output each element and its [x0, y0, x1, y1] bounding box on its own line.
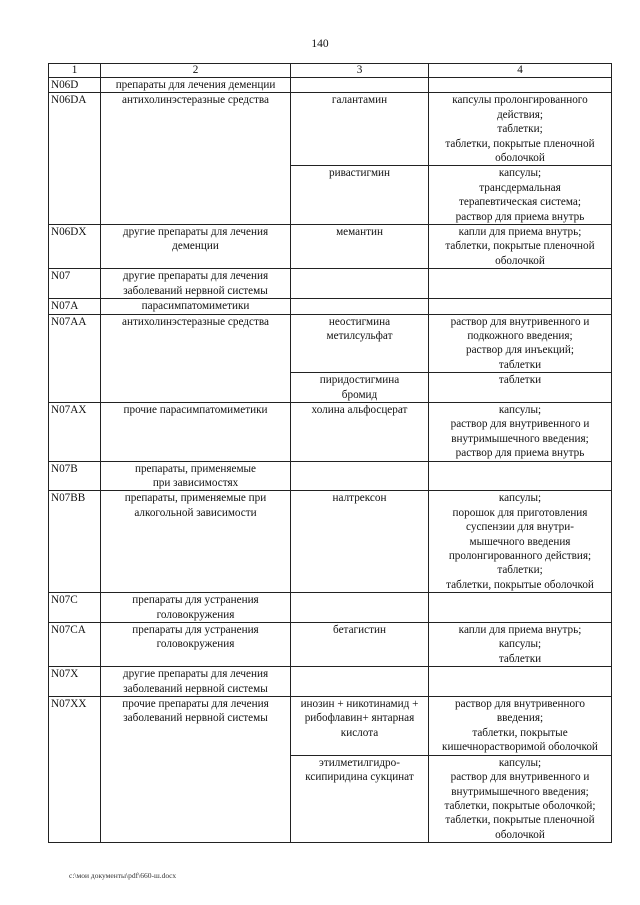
header-cell-3: 3: [291, 64, 429, 78]
file-path: c:\мои документы\pdf\660-ш.docx: [69, 871, 177, 880]
group-name-cell: препараты для устранения головокружения: [101, 593, 291, 623]
atc-code-cell: N06DA: [49, 93, 101, 225]
atc-code-cell: N06D: [49, 78, 101, 93]
table-row: [49, 93, 612, 166]
table-row: [49, 299, 612, 314]
drug-name-cell: [291, 78, 429, 93]
atc-code-cell: N07XX: [49, 697, 101, 843]
group-name-cell: прочие препараты для лечения заболеваний нервной системы: [101, 697, 291, 843]
drug-name-cell: инозин + никотинамид + рибофлавин+ янтарная кислота: [291, 697, 429, 756]
table-row: [49, 461, 612, 491]
group-name-cell: другие препараты для лечения заболеваний нервной системы: [101, 269, 291, 299]
table-header-row: [49, 64, 612, 78]
dosage-form-cell: таблетки: [429, 373, 612, 403]
drug-name-cell: этилметилгидро- ксипиридина сукцинат: [291, 755, 429, 842]
header-cell-2: 2: [101, 64, 291, 78]
table-row: [49, 593, 612, 623]
page-number: 140: [311, 38, 329, 50]
table-row: [49, 225, 612, 269]
group-name-cell: препараты для лечения деменции: [101, 78, 291, 93]
group-name-cell: прочие парасимпатомиметики: [101, 402, 291, 461]
atc-code-cell: N07AX: [49, 402, 101, 461]
dosage-form-cell: [429, 593, 612, 623]
drug-name-cell: [291, 667, 429, 697]
dosage-form-cell: капсулы; раствор для внутривенного и внутримышечного введения; таблетки, покрытые оболочкой; таблетки, покрытые пленочной оболочкой: [429, 755, 612, 842]
group-name-cell: препараты, применяемые при зависимостях: [101, 461, 291, 491]
dosage-form-cell: капсулы пролонгированного действия; таблетки; таблетки, покрытые пленочной оболочкой: [429, 93, 612, 166]
drug-name-cell: [291, 593, 429, 623]
drug-name-cell: [291, 461, 429, 491]
drug-name-cell: налтрексон: [291, 491, 429, 593]
dosage-form-cell: [429, 78, 612, 93]
table-row: [49, 667, 612, 697]
group-name-cell: антихолинэстеразные средства: [101, 93, 291, 225]
dosage-form-cell: капсулы; раствор для внутривенного и внутримышечного введения; раствор для приема внутрь: [429, 402, 612, 461]
table-row: [49, 697, 612, 756]
dosage-form-cell: [429, 461, 612, 491]
atc-code-cell: N07A: [49, 299, 101, 314]
drug-name-cell: пиридостигмина бромид: [291, 373, 429, 403]
dosage-form-cell: раствор для внутривенного и подкожного введения; раствор для инъекций; таблетки: [429, 314, 612, 373]
drug-name-cell: неостигмина метилсульфат: [291, 314, 429, 373]
drug-name-cell: галантамин: [291, 93, 429, 166]
dosage-form-cell: капли для приема внутрь; таблетки, покрытые пленочной оболочкой: [429, 225, 612, 269]
atc-code-cell: N07C: [49, 593, 101, 623]
header-cell-4: 4: [429, 64, 612, 78]
drug-name-cell: холина альфосцерат: [291, 402, 429, 461]
atc-code-cell: N06DX: [49, 225, 101, 269]
dosage-form-cell: капли для приема внутрь; капсулы; таблетки: [429, 623, 612, 667]
drug-name-cell: ривастигмин: [291, 166, 429, 225]
drug-name-cell: бетагистин: [291, 623, 429, 667]
table-row: [49, 402, 612, 461]
drug-name-cell: [291, 299, 429, 314]
header-cell-1: 1: [49, 64, 101, 78]
drug-name-cell: мемантин: [291, 225, 429, 269]
table-row: [49, 269, 612, 299]
dosage-form-cell: раствор для внутривенного введения; таблетки, покрытые кишечнорастворимой оболочкой: [429, 697, 612, 756]
atc-code-cell: N07: [49, 269, 101, 299]
dosage-form-cell: [429, 667, 612, 697]
dosage-form-cell: капсулы; трансдермальная терапевтическая система; раствор для приема внутрь: [429, 166, 612, 225]
atc-code-cell: N07BB: [49, 491, 101, 593]
drug-table: [48, 63, 612, 843]
dosage-form-cell: капсулы; порошок для приготовления суспензии для внутри- мышечного введения пролонгированного действия; таблетки; таблетки, покрытые оболочкой: [429, 491, 612, 593]
atc-code-cell: N07AA: [49, 314, 101, 402]
table-row: [49, 491, 612, 593]
group-name-cell: препараты, применяемые при алкогольной зависимости: [101, 491, 291, 593]
group-name-cell: препараты для устранения головокружения: [101, 623, 291, 667]
dosage-form-cell: [429, 269, 612, 299]
group-name-cell: парасимпатомиметики: [101, 299, 291, 314]
table-row: [49, 78, 612, 93]
atc-code-cell: N07B: [49, 461, 101, 491]
group-name-cell: другие препараты для лечения деменции: [101, 225, 291, 269]
table-body: [49, 64, 612, 843]
group-name-cell: другие препараты для лечения заболеваний нервной системы: [101, 667, 291, 697]
table-row: [49, 623, 612, 667]
dosage-form-cell: [429, 299, 612, 314]
atc-code-cell: N07CA: [49, 623, 101, 667]
group-name-cell: антихолинэстеразные средства: [101, 314, 291, 402]
table-row: [49, 314, 612, 373]
atc-code-cell: N07X: [49, 667, 101, 697]
drug-name-cell: [291, 269, 429, 299]
